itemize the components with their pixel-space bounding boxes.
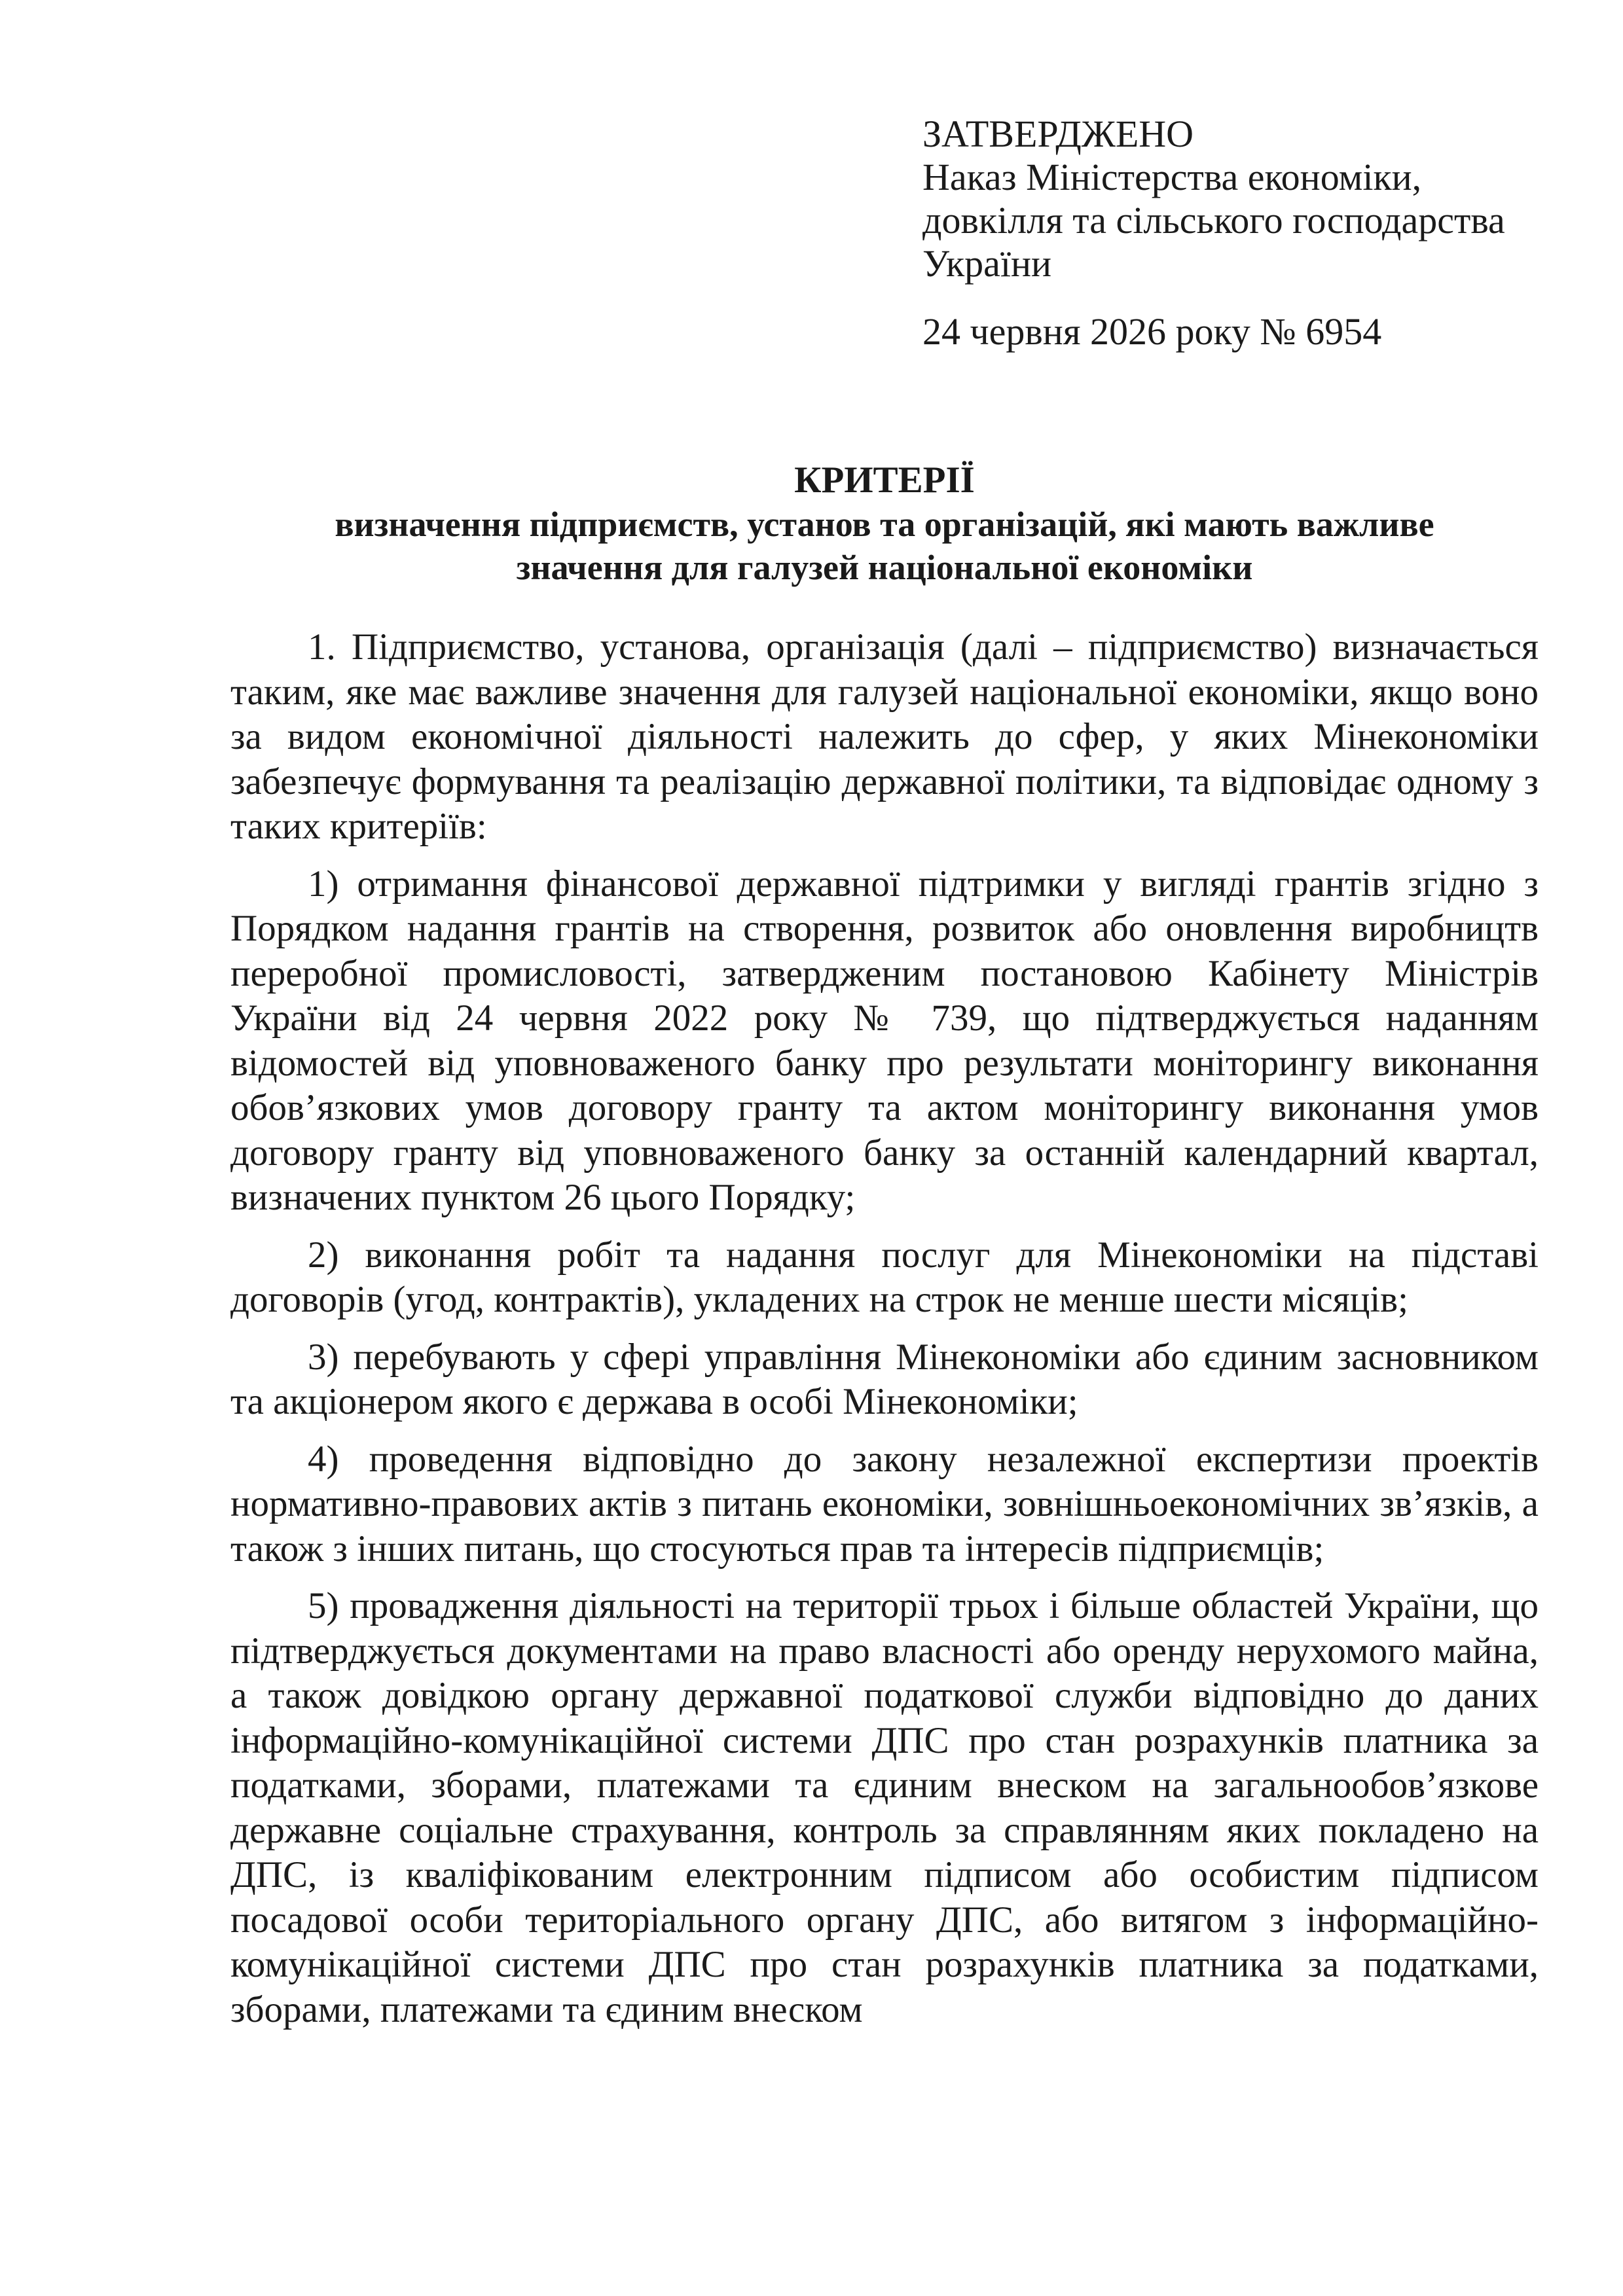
document-title: КРИТЕРІЇ — [794, 459, 975, 501]
order-date-number: 24 червня 2026 року № 6954 — [922, 310, 1382, 353]
criterion-item-5: 5) провадження діяльності на території трьох і більше областей України, що підтверджується документами на право власності або оренду нерухомого майна, а також довідкою органу державної податкової служби відповідно до даних інформаційно-комунікаційної системи ДПС про стан розрахунків платника за податками, зборами, платежами та єдиним внеском на загальнообов’язкове державне соціальне страхування, контроль за справлянням яких покладено на ДПС, із кваліфікованим електронним підписом або особистим підписом посадової особи територіального органу ДПС, або витягом з інформаційно-комунікаційної системи ДПС про стан розрахунків платника за податками, зборами, платежами та єдиним внеском — [230, 1585, 1539, 2030]
approval-block — [922, 113, 1564, 353]
document-body — [230, 625, 1539, 2045]
criterion-item-1: 1) отримання фінансової державної підтримки у вигляді грантів згідно з Порядком надання грантів на створення, розвиток або оновлення виробництв переробної промисловості, затвердженим постановою Кабінету Міністрів України від 24 червня 2022 року № 739, що підтверджується наданням відомостей від уповноваженого банку про результати моніторингу виконання обов’язкових умов договору гранту та актом моніторингу виконання умов договору гранту від уповноваженого банку за останній календарний квартал, визначених пунктом 26 цього Порядку; — [230, 863, 1539, 1218]
document-subtitle-line-2: значення для галузей національної економіки — [516, 548, 1253, 587]
order-ministry-line-3: України — [922, 242, 1052, 285]
criterion-item-3: 3) перебувають у сфері управління Мінекономіки або єдиним засновником та акціонером якого є держава в особі Мінекономіки; — [230, 1336, 1539, 1422]
paragraph-intro: 1. Підприємство, установа, організація (далі – підприємство) визначається таким, яке має важливе значення для галузей національної економіки, якщо воно за видом економічної діяльності належить до сфер, у яких Мінекономіки забезпечує формування та реалізацію державної політики, та відповідає одному з таких критеріїв: — [230, 626, 1539, 847]
document-subtitle-line-1: визначення підприємств, установ та організацій, які мають важливе — [335, 505, 1434, 544]
order-ministry-line-2: довкілля та сільського господарства — [922, 199, 1505, 242]
criterion-item-2: 2) виконання робіт та надання послуг для Мінекономіки на підставі договорів (угод, контрактів), укладених на строк не менше шести місяців; — [230, 1234, 1539, 1320]
title-block — [230, 458, 1539, 589]
order-ministry-line-1: Наказ Міністерства економіки, — [922, 156, 1422, 198]
criterion-item-4: 4) проведення відповідно до закону незалежної експертизи проектів нормативно-правових актів з питань економіки, зовнішньоекономічних зв’язків, а також з інших питань, що стосуються прав та інтересів підприємців; — [230, 1438, 1539, 1570]
approval-stamp: ЗАТВЕРДЖЕНО — [922, 113, 1194, 155]
